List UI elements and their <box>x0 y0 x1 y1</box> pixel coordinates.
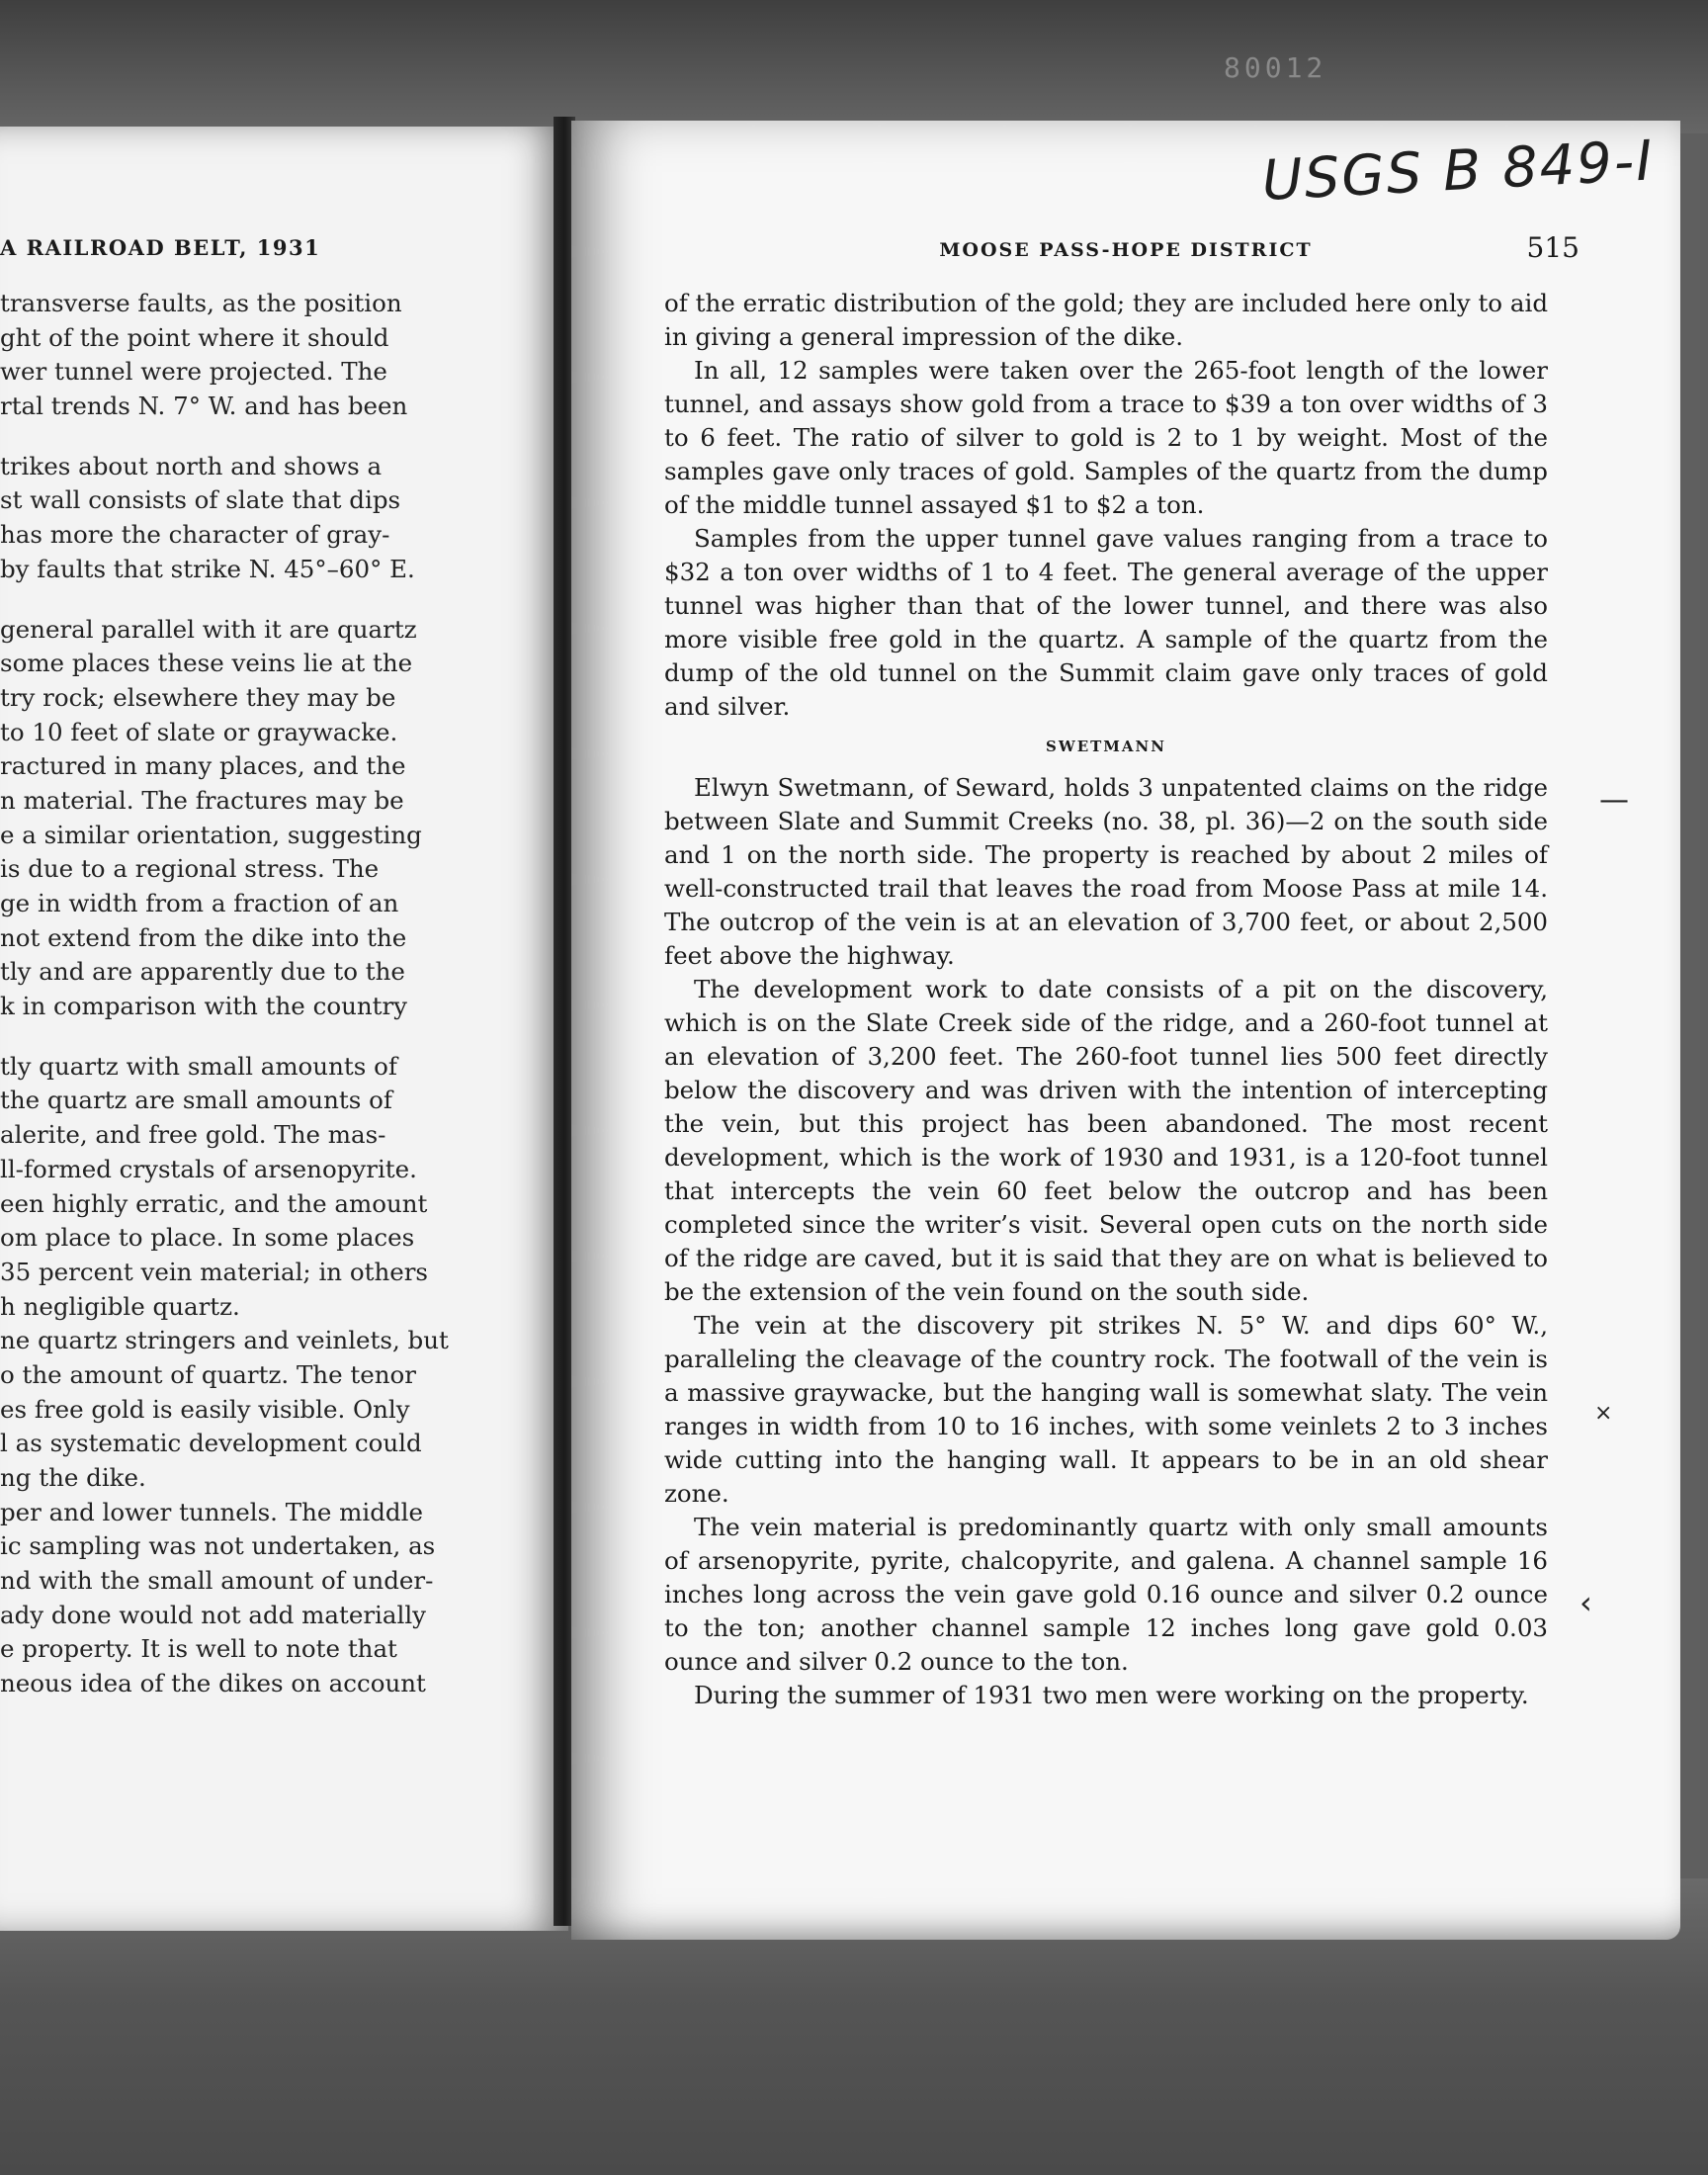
left-text-line: ght of the point where it should <box>0 322 389 352</box>
left-text-line: some places these veins lie at the <box>0 649 413 678</box>
left-text-line: ng the dike. <box>0 1463 146 1492</box>
left-text-line: ractured in many places, and the <box>0 751 406 781</box>
left-text-line: ne quartz stringers and veinlets, but <box>0 1326 449 1355</box>
left-text-line: e property. It is well to note that <box>0 1634 397 1664</box>
left-text-line: general parallel with it are quartz <box>0 614 417 644</box>
left-text-line: is due to a regional stress. The <box>0 854 380 884</box>
paragraph: The vein at the discovery pit strikes N. 5° W. and dips 60° W., paralleling the cleavage of the country rock. The footwall of the vein is a massive graywacke, but the hanging wall is somewhat slaty. The vein ranges in width from 10 to 16 inches, with some veinlets 2 to 3 inches wide cutting into the hanging wall. It appears to be in an old shear zone. <box>664 1311 1548 1508</box>
left-text-line: neous idea of the dikes on account <box>0 1669 426 1698</box>
left-text-line: trikes about north and shows a <box>0 451 383 480</box>
left-text-line: alerite, and free gold. The mas- <box>0 1120 386 1150</box>
left-text-line: has more the character of gray- <box>0 520 390 550</box>
left-text-line: tly quartz with small amounts of <box>0 1051 397 1081</box>
left-text-line: per and lower tunnels. The middle <box>0 1497 423 1526</box>
paragraph: The development work to date consists of a pit on the discovery, which is on the Slate Creek side of the ridge, and a 260-foot tunnel at an elevation of 3,200 feet. The 260-foot tunnel lies 500 feet directly below the discovery and was driven with the intention of intercepting the vein, but this project has been abandoned. The most recent development, which is the work of 1930 and 1931, is a 120-foot tunnel that intercepts the vein 60 feet below the outcrop and has been completed since the writer’s visit. Several open cuts on the north side of the ridge are caved, but it is said that they are on what is believed to be the extension of the vein found on the south side. <box>664 975 1548 1306</box>
left-text-line: the quartz are small amounts of <box>0 1086 392 1115</box>
left-text-line: o the amount of quartz. The tenor <box>0 1359 416 1389</box>
page-number: 515 <box>1526 231 1580 264</box>
left-text-line: wer tunnel were projected. The <box>0 357 387 387</box>
left-text-line: l as systematic development could <box>0 1429 422 1458</box>
left-page <box>0 127 568 1931</box>
paragraph: Elwyn Swetmann, of Seward, holds 3 unpatented claims on the ridge between Slate and Summit Creeks (no. 38, pl. 36)—2 on the south side and 1 on the north side. The property is reached by about 2 miles of well-constructed trail that leaves the road from Moose Pass at mile 14. The outcrop of the vein is at an elevation of 3,700 feet, or about 2,500 feet above the highway. <box>664 773 1548 970</box>
left-text-line: by faults that strike N. 45°–60° E. <box>0 554 415 583</box>
left-text-line: n material. The fractures may be <box>0 785 404 815</box>
left-text-line: 35 percent vein material; in others <box>0 1257 429 1286</box>
left-text-line: nd with the small amount of under- <box>0 1566 434 1596</box>
left-text-line: e a similar orientation, suggesting <box>0 820 422 849</box>
left-text-line: transverse faults, as the position <box>0 289 402 317</box>
margin-dash-mark: — <box>1599 783 1629 818</box>
left-text-line: to 10 feet of slate or graywacke. <box>0 717 398 746</box>
margin-x-mark: × <box>1594 1401 1613 1426</box>
right-page <box>571 51 1680 1940</box>
paragraph: Samples from the upper tunnel gave values ranging from a trace to $32 a ton over widths of 1 to 4 feet. The general average of the upper tunnel was higher than that of the lower tunnel, and there was also more visible free gold in the quartz. A sample of the quartz from the dump of the old tunnel on the Summit claim gave only traces of gold and silver. <box>664 524 1548 721</box>
left-text-line: st wall consists of slate that dips <box>0 485 401 515</box>
left-text-line: ady done would not add materially <box>0 1600 426 1629</box>
paragraph: In all, 12 samples were taken over the 265-foot length of the lower tunnel, and assays show gold from a trace to $39 a ton over widths of 3 to 6 feet. The ratio of silver to gold is 2 to 1 by weight. Most of the samples gave only traces of gold. Samples of the quartz from the dump of the middle tunnel assayed $1 to $2 a ton. <box>664 356 1548 519</box>
left-text-column <box>0 287 494 1701</box>
left-text-line: een highly erratic, and the amount <box>0 1188 428 1218</box>
line-gap <box>0 587 494 613</box>
line-gap <box>0 1024 494 1050</box>
paragraph: During the summer of 1931 two men were working on the property. <box>694 1681 1529 1709</box>
left-text-line: h negligible quartz. <box>0 1291 240 1321</box>
running-head-title: MOOSE PASS-HOPE DISTRICT <box>939 239 1313 261</box>
margin-caret-mark: ‹ <box>1580 1584 1592 1621</box>
scan-background-top <box>0 0 1708 133</box>
paragraph: of the erratic distribution of the gold; they are included here only to aid in giving a general impression of the dike. <box>664 289 1548 351</box>
running-head <box>571 231 1680 271</box>
paragraph: The vein material is predominantly quartz with only small amounts of arsenopyrite, pyrite, chalcopyrite, and galena. A channel sample 16 inches long across the vein gave gold 0.16 ounce and silver 0.2 ounce to the ton; another channel sample 12 inches long gave gold 0.03 ounce and silver 0.2 ounce to the ton. <box>664 1513 1548 1676</box>
left-text-line: k in comparison with the country <box>0 992 408 1021</box>
left-text-line: om place to place. In some places <box>0 1223 415 1253</box>
handwritten-annotation: USGS B 849-I <box>1260 129 1657 214</box>
section-heading: SWETMANN <box>1046 738 1166 755</box>
left-text-line: not extend from the dike into the <box>0 922 407 952</box>
left-running-head: A RAILROAD BELT, 1931 <box>0 235 321 260</box>
faded-stamp: 80012 <box>1224 51 1327 84</box>
left-text-line: ll-formed crystals of arsenopyrite. <box>0 1154 417 1183</box>
left-text-line: try rock; elsewhere they may be <box>0 682 396 712</box>
left-text-line: rtal trends N. 7° W. and has been <box>0 392 408 421</box>
left-text-line: ic sampling was not undertaken, as <box>0 1531 436 1561</box>
left-text-line: tly and are apparently due to the <box>0 957 405 987</box>
left-text-line: ge in width from a fraction of an <box>0 889 399 917</box>
line-gap <box>0 424 494 450</box>
right-text-column <box>664 287 1548 1712</box>
left-text-line: es free gold is easily visible. Only <box>0 1394 410 1424</box>
